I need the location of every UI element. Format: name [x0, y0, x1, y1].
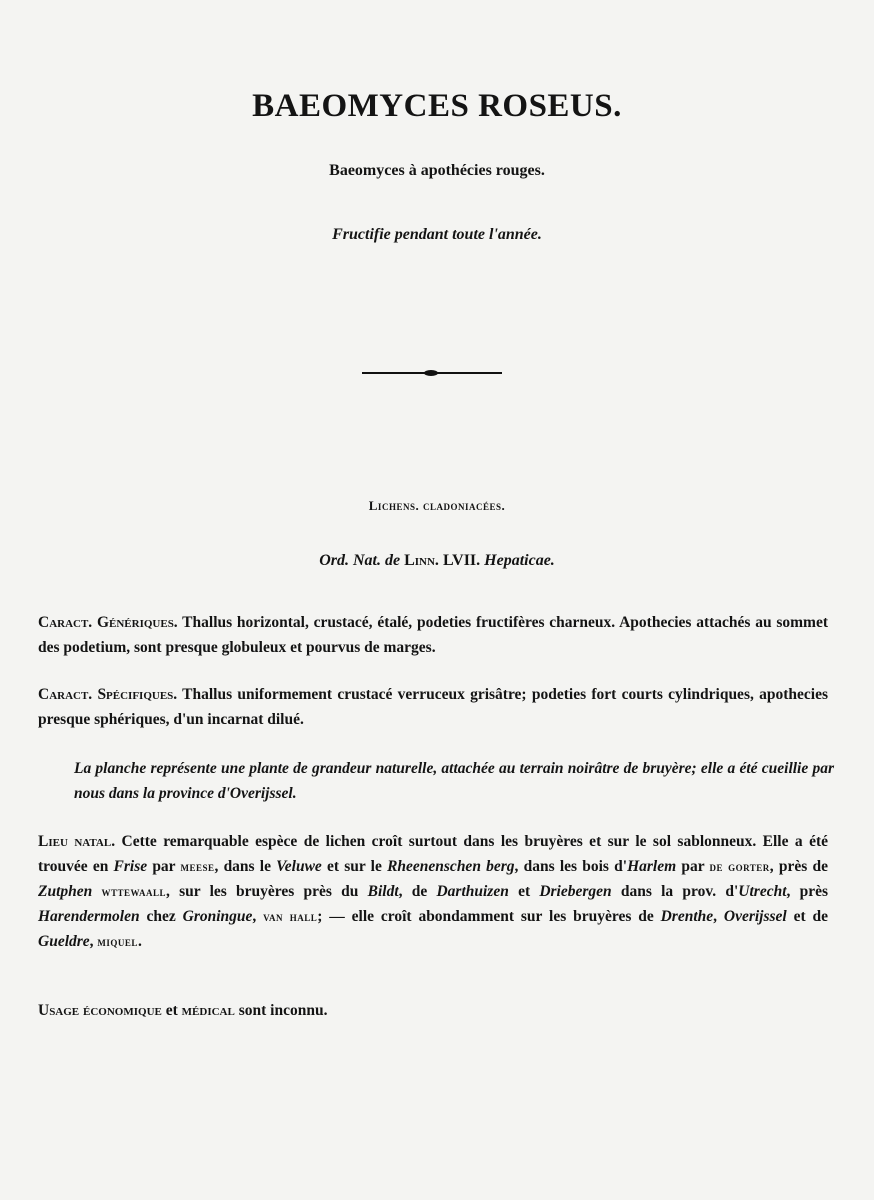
place-name: Harendermolen: [38, 908, 140, 925]
ornamental-divider: [362, 372, 502, 374]
place-name: Veluwe: [276, 858, 322, 875]
habitat-text: et de: [786, 908, 829, 925]
collector-name: meese: [180, 859, 215, 874]
habitat-text: par: [147, 858, 181, 875]
habitat-text: et sur le: [321, 858, 388, 875]
habitat-text: et: [508, 883, 540, 900]
place-name: Gueldre: [38, 933, 90, 950]
habitat-text: , dans le: [214, 858, 277, 875]
usage-paragraph: [38, 998, 828, 1023]
habitat-text: ,: [713, 908, 724, 925]
habitat-text: chez: [139, 908, 183, 925]
habitat-text: [92, 883, 101, 900]
specific-text: Thallus uniformement crustacé verruceux grisâtre; podeties fort courts cylindriques, apothecies presque sphériques, d'un incarnat dilué.: [38, 686, 828, 728]
page-title: BAEOMYCES ROSEUS.: [252, 88, 622, 124]
habitat-text: .: [137, 933, 142, 950]
plate-note: La planche représente une plante de grandeur naturelle, attachée au terrain noirâtre de bruyère; elle a été cueillie par nous dans la province d'Overijssel.: [74, 760, 834, 802]
habitat-paragraph: [38, 829, 828, 954]
generic-characters: [38, 610, 828, 660]
collector-name: van hall: [263, 909, 318, 924]
place-name: Frise: [113, 858, 148, 875]
habitat-text: ,: [252, 908, 264, 925]
family-heading: Lichens. cladoniacées.: [368, 498, 506, 513]
habitat-text: ; — elle croît abondamment sur les bruyères de: [317, 908, 661, 925]
generic-lead: Caract. Génériques.: [38, 614, 178, 631]
fructification-note: Fructifie pendant toute l'année.: [332, 226, 542, 243]
habitat-text: , dans les bois d': [514, 858, 628, 875]
generic-text: Thallus horizontal, crustacé, étalé, podeties fructifères charneux. Apothecies attachés au sommet des podetium, sont presque globuleux et pourvus de marges.: [38, 614, 828, 656]
place-name: Drenthe: [660, 908, 714, 925]
habitat-text: , de: [398, 883, 437, 900]
habitat-text: , sur les bruyères près du: [166, 883, 368, 900]
usage-medical: médical: [181, 1002, 235, 1019]
collector-name: miquel: [97, 934, 138, 949]
place-name: Zutphen: [38, 883, 93, 900]
habitat-text: Cette remarquable espèce de lichen croît surtout dans les bruyères et sur le sol sablonneux. Elle a été trouvée en: [38, 833, 828, 875]
usage-lead: Usage économique: [38, 1002, 162, 1019]
habitat-lead: Lieu natal.: [38, 833, 116, 850]
specific-lead: Caract. Spécifiques.: [38, 686, 178, 703]
place-name: Driebergen: [539, 883, 612, 900]
order-group: Hepaticae.: [484, 552, 555, 569]
habitat-text: par: [676, 858, 710, 875]
order-prefix: Ord. Nat. de: [319, 552, 401, 569]
habitat-text: ,: [89, 933, 98, 950]
usage-text: sont inconnu.: [234, 1002, 328, 1019]
place-name: Rheenenschen berg: [387, 858, 515, 875]
habitat-text: dans la prov. d': [611, 883, 739, 900]
place-name: Darthuizen: [436, 883, 509, 900]
place-name: Overijssel: [723, 908, 787, 925]
place-name: Harlem: [627, 858, 677, 875]
place-name: Bildt: [367, 883, 399, 900]
collector-name: de gorter: [709, 859, 770, 874]
page-subtitle: Baeomyces à apothécies rouges.: [329, 162, 545, 179]
collector-name: wttewaall: [101, 884, 167, 899]
place-name: Groningue: [182, 908, 253, 925]
habitat-text: , près de: [769, 858, 828, 875]
order-linn: Linn.: [404, 552, 439, 569]
usage-text: et: [161, 1002, 182, 1019]
order-line: [0, 552, 874, 570]
order-number: LVII.: [442, 552, 481, 569]
habitat-text: , près: [786, 883, 829, 900]
place-name: Utrecht: [738, 883, 787, 900]
specific-characters: [38, 682, 828, 732]
